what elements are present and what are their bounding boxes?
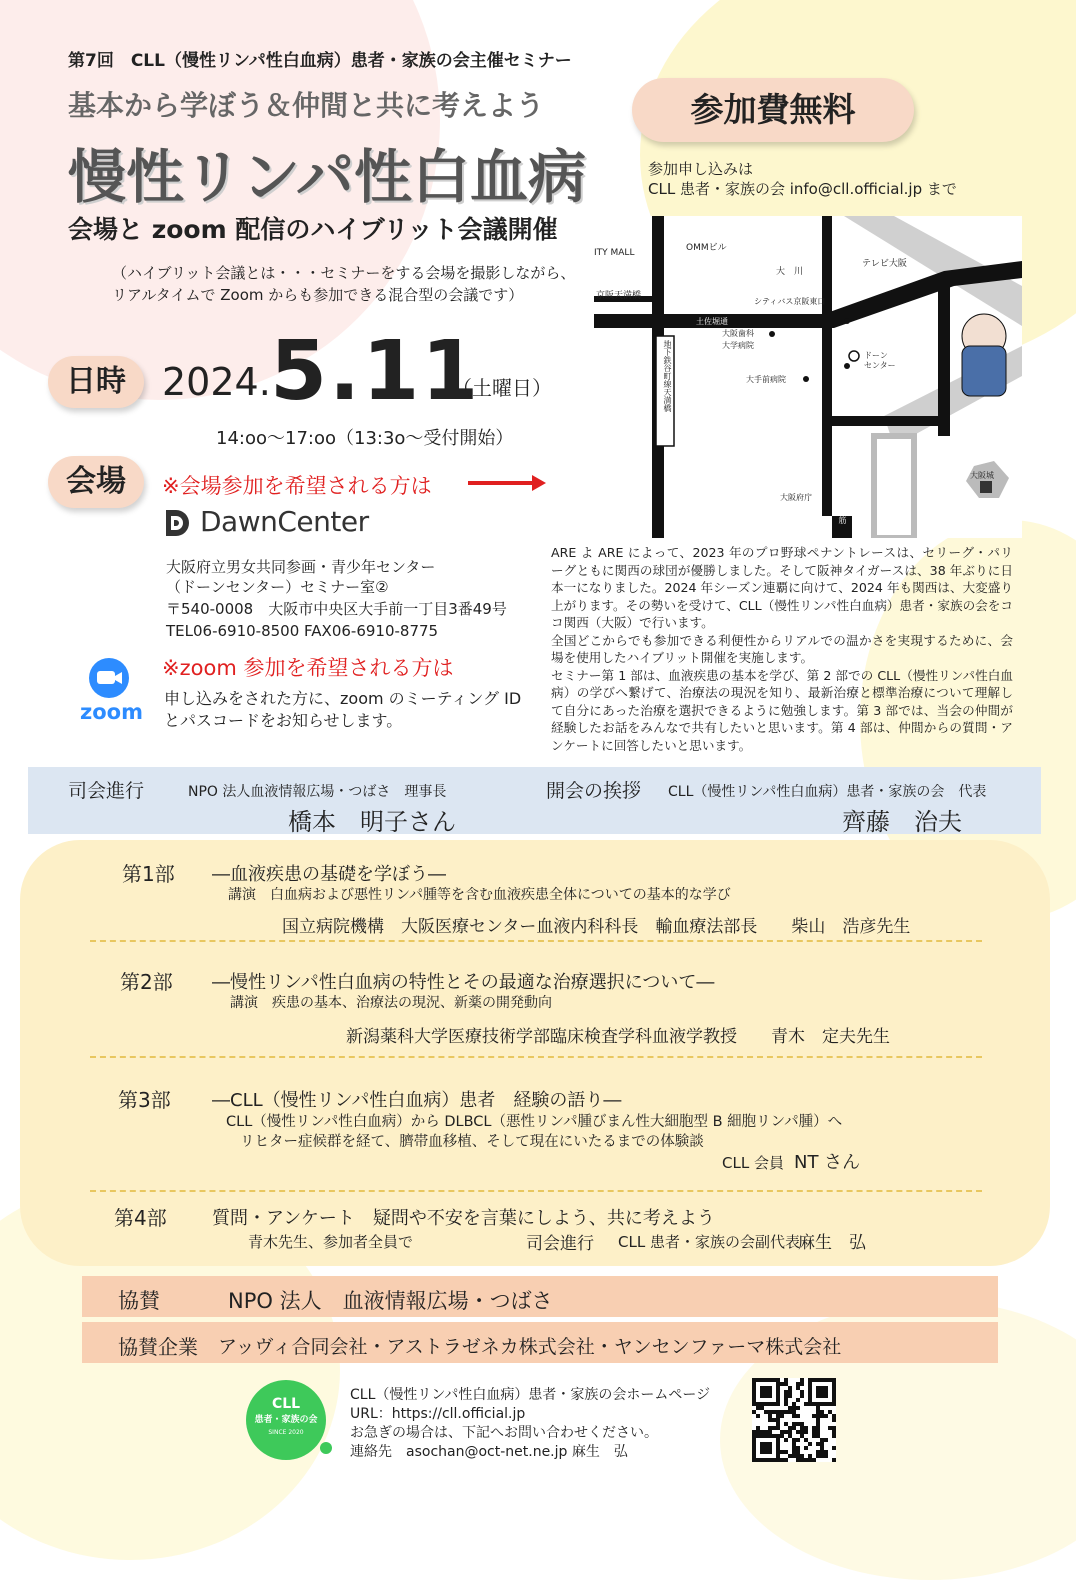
venue-note: ※会場参加を希望される方は (162, 474, 432, 498)
part-sub: CLL（慢性リンパ性白血病）から DLBCL（悪性リンパ腫びまん性大細胞型 B 細胞リンパ腫）へ (226, 1114, 843, 1130)
date-weekday: （土曜日） (452, 376, 552, 400)
map-label: 上町筋 (838, 500, 847, 524)
part-label: 第1部 (122, 862, 175, 886)
sponsor-name: NPO 法人 血液情報広場・つばさ (228, 1289, 553, 1313)
part-theme: ―血液疾患の基礎を学ぼう― (212, 864, 446, 885)
footer-url[interactable]: URL：https://cll.official.jp (350, 1406, 526, 1422)
part-label: 第4部 (114, 1206, 167, 1230)
note-line: （ハイブリット会議とは・・・セミナーをする会場を撮影しながら、 (112, 264, 576, 282)
part-mc-label: 司会進行 (526, 1234, 594, 1254)
map-label: テレビ大阪 (862, 259, 907, 269)
cll-badge-logo (246, 1380, 326, 1460)
part-theme: 質問・アンケート 疑問や不安を言葉にしよう、共に考えよう (212, 1208, 715, 1229)
zoom-logo-text: zoom (80, 700, 143, 724)
sponsor-label: 協賛 (118, 1289, 160, 1313)
qr-code[interactable] (752, 1378, 836, 1462)
access-map (594, 216, 1022, 538)
intro-paragraph: ARE よ ARE によって、2023 年のプロ野球ペナントレースは、セリーグ・パリーグともに関西の球団が優勝しました。そして阪神タイガースは、38 年ぶりに日本一になりました。2024 年シーズン連覇に向けて、2024 年も関西は、大変盛り上がります。その勢いを受けて、CLL（慢性リンパ性白血病）患者・家族の会をココ関西（大阪）で行います。 全国どこからでも参加できる利便性からリアルでの温かさを実現するために、会場を使用したハイブリット開催を実施します。 セミナー第 1 部は、血液疾患の基本を学び、第 2 部での CLL（慢性リンパ性白血病）の学びへ繋げて、治療法の現況を知り、最新治療と標準治療について理解して自分にあった治療を選択できるように勉強します。第 3 部では、当会の仲間が経験したお話をみんなで共有したいと思います。第 4 部は、仲間からの質問・アンケートに回答したいと思います。 (551, 545, 1013, 753)
part-speaker: NT さん (794, 1152, 861, 1173)
venue-label: 会場 (48, 456, 144, 508)
part-sub: 講演 疾患の基本、治療法の現況、新薬の開発動向 (230, 995, 552, 1011)
badge-text: SINCE 2020 (268, 1429, 304, 1436)
date-year: 2024. (162, 360, 271, 404)
opening-label: 開会の挨拶 (546, 780, 642, 802)
map-label: 大阪城 (970, 471, 994, 480)
part-label: 第3部 (118, 1088, 171, 1112)
map-label: 大学病院 (722, 341, 754, 350)
map-label: ドーン (864, 351, 888, 360)
map-label: ITY MALL (594, 248, 635, 258)
subtitle: 基本から学ぼう＆仲間と共に考えよう (68, 89, 545, 122)
part-theme: ―慢性リンパ性白血病の特性とその最適な治療選択について― (212, 972, 715, 993)
map-label: 地下鉄谷町線天満橋 (663, 340, 672, 412)
zoom-desc: とパスコードをお知らせします。 (164, 711, 403, 730)
map-label: シティバス京阪東口 (754, 297, 826, 306)
map-label: センター (864, 361, 896, 370)
footer-line: お急ぎの場合は、下記へお問い合わせください。 (350, 1425, 658, 1441)
part-label: 第2部 (120, 970, 173, 994)
part-sub: リヒター症候群を経て、臍帯血移植、そして現在にいたるまでの体験談 (240, 1134, 704, 1150)
apply-line: 参加申し込みは (648, 160, 754, 178)
mc-org: NPO 法人血液情報広場・つばさ 理事長 (188, 784, 447, 800)
free-admission-badge: 参加費無料 (632, 78, 914, 142)
opening-org: CLL（慢性リンパ性白血病）患者・家族の会 代表 (668, 784, 987, 800)
dawncenter-logo-icon (164, 508, 194, 538)
opening-name: 齊藤 治夫 (842, 808, 962, 836)
note-line: リアルタイムで Zoom からも参加できる混合型の会議です） (112, 286, 524, 304)
zoom-camera-icon (88, 657, 140, 699)
venue-address: 〒540-0008 大阪市中央区大手前一丁目3番49号 (166, 600, 507, 618)
arrow-head-icon (532, 475, 546, 491)
part-sub: 青木先生、参加者全員で (248, 1233, 414, 1251)
apply-line: CLL 患者・家族の会 info@cll.official.jp まで (648, 180, 957, 198)
divider (90, 940, 982, 942)
zoom-note: ※zoom 参加を希望される方は (162, 656, 454, 680)
map-label: 大 川 (776, 267, 804, 277)
footer-line: CLL（慢性リンパ性白血病）患者・家族の会ホームページ (350, 1387, 711, 1403)
map-label: 大手前病院 (746, 375, 786, 384)
corp-sponsor-names: アッヴィ合同会社・アストラゼネカ株式会社・ヤンセンファーマ株式会社 (218, 1336, 842, 1358)
venue-name: 大阪府立男女共同参画・青少年センター (166, 558, 436, 576)
badge-dot (320, 1442, 332, 1454)
page-title: 慢性リンパ性白血病 (68, 143, 586, 211)
badge-text: CLL (271, 1396, 301, 1412)
part-theme: ―CLL（慢性リンパ性白血病）患者 経験の語り― (212, 1090, 622, 1111)
divider (90, 1190, 982, 1192)
map-label: 大阪府庁 (780, 493, 812, 502)
part-speaker: 新潟薬科大学医療技術学部臨床検査学科血液学教授 青木 定夫先生 (346, 1027, 890, 1047)
corp-sponsor-label: 協賛企業 (118, 1335, 198, 1359)
dawncenter-logo-text: DawnCenter (200, 505, 369, 538)
footer-contact: 連絡先 asochan@oct-net.ne.jp 麻生 弘 (350, 1444, 628, 1460)
part-mc-role: CLL 患者・家族の会副代表 (618, 1233, 800, 1251)
arrow-right-icon (468, 481, 534, 485)
part-speaker: 国立病院機構 大阪医療センター血液内科科長 輸血療法部長 柴山 浩彦先生 (282, 917, 911, 937)
date-time: 14:oo～17:oo（13:3o～受付開始） (216, 428, 514, 449)
zoom-desc: 申し込みをされた方に、zoom のミーティング ID (164, 689, 522, 708)
part-speaker-label: CLL 会員 (722, 1154, 784, 1172)
map-label: OMMビル (686, 243, 727, 253)
date-monthday: 5.11 (270, 324, 481, 419)
mc-label: 司会進行 (68, 780, 145, 802)
part-mc-name: 麻生 弘 (798, 1233, 866, 1253)
map-label: 大阪歯科 (722, 329, 754, 338)
mc-name: 橋本 明子さん (288, 808, 456, 836)
badge-text: 患者・家族の会 (254, 1415, 318, 1425)
venue-tel: TEL06-6910-8500 FAX06-6910-8775 (166, 622, 439, 640)
divider (90, 1056, 982, 1058)
series-line: 第7回 CLL（慢性リンパ性白血病）患者・家族の会主催セミナー (68, 51, 572, 71)
map-label: 京阪天満橋 (596, 291, 642, 301)
part-sub: 講演 白血病および悪性リンパ腫等を含む血液疾患全体についての基本的な学び (228, 887, 731, 903)
date-label: 日時 (48, 356, 144, 408)
map-label: 土佐堀通 (696, 317, 728, 326)
venue-name: （ドーンセンター）セミナー室② (166, 578, 389, 596)
format-line: 会場と zoom 配信のハイブリット会議開催 (68, 215, 558, 244)
